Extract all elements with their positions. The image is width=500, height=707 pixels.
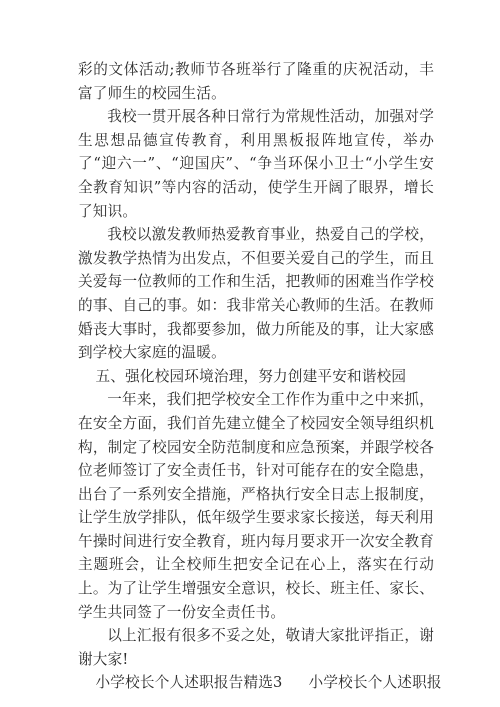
document-body [78, 58, 442, 695]
next-article-title-repeat: 小学校长个人述职报 [308, 674, 442, 692]
paragraph-teacher-care: 我校以激发教师热爱教育事业，热爱自己的学校，激发教学热情为出发点，不但要关爱自己的学生，而且关爱每一位教师的工作和生活，把教师的困难当作学校的事、自己的事。如：我非常关心教师的生活。在教师婚丧大事时，我都要参加，做力所能及的事，让大家感到学校大家庭的温暖。 [78, 226, 434, 362]
section-heading: 五、强化校园环境治理，努力创建平安和谐校园 [95, 367, 407, 385]
paragraph-closing: 以上汇报有很多不妥之处，敬请大家批评指正，谢谢大家! [78, 627, 434, 668]
paragraph-moral-education: 我校一贯开展各种日常行为常规性活动，加强对学生思想品德宣传教育，利用黑板报阵地宣传，举办了“迎六一”、“迎国庆”、“争当环保小卫士“小学生安全教育知识”等内容的活动，使学生开阔了眼界，增长了知识。 [78, 108, 434, 220]
next-article-line [78, 671, 442, 695]
paragraph-continuation: 彩的文体活动;教师节各班举行了隆重的庆祝活动，丰富了师生的校园生活。 [78, 61, 434, 102]
paragraph-campus-safety: 一年来，我们把学校安全工作作为重中之中来抓，在安全方面，我们首先建立健全了校园安全领导组织机构，制定了校园安全防范制度和应急预案，并跟学校各位老师签订了安全责任书，针对可能存在的安全隐患，出台了一系列安全措施，严格执行安全日志上报制度，让学生放学排队，低年级学生要求家长接送，每天利用午操时间进行安全教育，班内每月要求开一次安全教育主题班会，让全校师生把安全记在心上，落实在行动上。为了让学生增强安全意识，校长、班主任、家长、学生共同签了一份安全责任书。 [78, 391, 434, 621]
next-article-title: 小学校长个人述职报告精选3 [95, 674, 283, 692]
